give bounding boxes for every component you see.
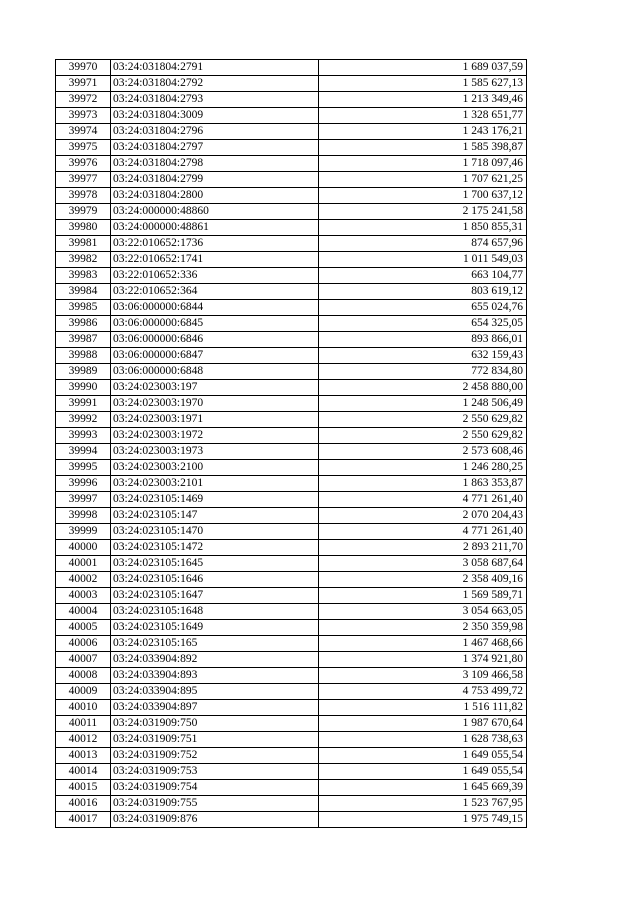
row-number-cell: 39997 [56,492,111,508]
cadastral-number-cell: 03:24:031909:754 [111,780,319,796]
row-number-cell: 40005 [56,620,111,636]
cadastral-value-cell: 2 070 204,43 [319,508,527,524]
cadastral-number-cell: 03:24:031804:2793 [111,92,319,108]
table-row [56,476,527,492]
cadastral-value-cell: 1 975 749,15 [319,812,527,828]
cadastral-number-cell: 03:24:023105:165 [111,636,319,652]
row-number-cell: 40001 [56,556,111,572]
row-number-cell: 39973 [56,108,111,124]
table-row [56,76,527,92]
table-row [56,684,527,700]
cadastral-number-cell: 03:24:031804:2799 [111,172,319,188]
cadastral-value-cell: 1 689 037,59 [319,60,527,76]
row-number-cell: 39981 [56,236,111,252]
cadastral-value-cell: 3 054 663,05 [319,604,527,620]
cadastral-number-cell: 03:24:031909:751 [111,732,319,748]
cadastral-value-cell: 3 109 466,58 [319,668,527,684]
cadastral-number-cell: 03:06:000000:6845 [111,316,319,332]
table-row [56,172,527,188]
table-row [56,220,527,236]
table-row [56,700,527,716]
cadastral-number-cell: 03:24:000000:48861 [111,220,319,236]
cadastral-number-cell: 03:24:031804:2800 [111,188,319,204]
cadastral-value-cell: 2 350 359,98 [319,620,527,636]
row-number-cell: 39999 [56,524,111,540]
row-number-cell: 40006 [56,636,111,652]
cadastral-number-cell: 03:24:031909:755 [111,796,319,812]
cadastral-value-cell: 1 987 670,64 [319,716,527,732]
table-row [56,524,527,540]
table-row [56,348,527,364]
table-row [56,492,527,508]
row-number-cell: 39983 [56,268,111,284]
row-number-cell: 39978 [56,188,111,204]
cadastral-number-cell: 03:24:023003:197 [111,380,319,396]
table-row [56,252,527,268]
cadastral-number-cell: 03:24:000000:48860 [111,204,319,220]
row-number-cell: 39971 [56,76,111,92]
table-row [56,572,527,588]
cadastral-number-cell: 03:24:023105:1646 [111,572,319,588]
cadastral-number-cell: 03:06:000000:6844 [111,300,319,316]
cadastral-number-cell: 03:06:000000:6847 [111,348,319,364]
row-number-cell: 39972 [56,92,111,108]
cadastral-number-cell: 03:24:023003:1971 [111,412,319,428]
cadastral-value-cell: 4 753 499,72 [319,684,527,700]
row-number-cell: 40010 [56,700,111,716]
cadastral-number-cell: 03:24:023003:1970 [111,396,319,412]
cadastral-value-cell: 1 649 055,54 [319,764,527,780]
row-number-cell: 39996 [56,476,111,492]
cadastral-value-cell: 655 024,76 [319,300,527,316]
cadastral-number-cell: 03:24:031909:753 [111,764,319,780]
table-row [56,380,527,396]
row-number-cell: 39991 [56,396,111,412]
cadastral-number-cell: 03:24:033904:893 [111,668,319,684]
cadastral-number-cell: 03:24:023105:1469 [111,492,319,508]
cadastral-number-cell: 03:24:031804:2792 [111,76,319,92]
row-number-cell: 39993 [56,428,111,444]
table-row [56,748,527,764]
cadastral-number-cell: 03:24:023003:2100 [111,460,319,476]
row-number-cell: 39976 [56,156,111,172]
table-row [56,140,527,156]
table-row [56,652,527,668]
cadastral-value-cell: 1 523 767,95 [319,796,527,812]
cadastral-value-table [55,59,527,828]
cadastral-value-cell: 1 863 353,87 [319,476,527,492]
row-number-cell: 40008 [56,668,111,684]
table-row [56,108,527,124]
cadastral-value-cell: 1 585 627,13 [319,76,527,92]
row-number-cell: 40013 [56,748,111,764]
row-number-cell: 40017 [56,812,111,828]
row-number-cell: 40003 [56,588,111,604]
row-number-cell: 39970 [56,60,111,76]
cadastral-number-cell: 03:22:010652:1741 [111,252,319,268]
table-row [56,284,527,300]
table-row [56,540,527,556]
table-row [56,156,527,172]
row-number-cell: 39995 [56,460,111,476]
cadastral-value-cell: 1 707 621,25 [319,172,527,188]
cadastral-value-cell: 1 011 549,03 [319,252,527,268]
row-number-cell: 40011 [56,716,111,732]
table-row [56,124,527,140]
cadastral-value-cell: 2 550 629,82 [319,428,527,444]
row-number-cell: 39998 [56,508,111,524]
cadastral-value-cell: 4 771 261,40 [319,492,527,508]
table-row [56,396,527,412]
table-row [56,60,527,76]
cadastral-value-cell: 1 700 637,12 [319,188,527,204]
cadastral-number-cell: 03:24:033904:892 [111,652,319,668]
row-number-cell: 40015 [56,780,111,796]
cadastral-number-cell: 03:24:031804:2797 [111,140,319,156]
table-row [56,812,527,828]
cadastral-number-cell: 03:06:000000:6846 [111,332,319,348]
row-number-cell: 40000 [56,540,111,556]
row-number-cell: 39980 [56,220,111,236]
row-number-cell: 39992 [56,412,111,428]
row-number-cell: 40012 [56,732,111,748]
cadastral-number-cell: 03:24:031804:2796 [111,124,319,140]
cadastral-number-cell: 03:24:023105:1647 [111,588,319,604]
cadastral-value-cell: 3 058 687,64 [319,556,527,572]
cadastral-number-cell: 03:22:010652:336 [111,268,319,284]
cadastral-value-cell: 1 328 651,77 [319,108,527,124]
row-number-cell: 39977 [56,172,111,188]
table-row [56,780,527,796]
table-row [56,636,527,652]
cadastral-value-cell: 2 550 629,82 [319,412,527,428]
cadastral-value-cell: 2 893 211,70 [319,540,527,556]
table-row [56,556,527,572]
cadastral-number-cell: 03:24:031909:876 [111,812,319,828]
cadastral-number-cell: 03:24:031804:2798 [111,156,319,172]
row-number-cell: 39984 [56,284,111,300]
row-number-cell: 40004 [56,604,111,620]
cadastral-value-cell: 2 175 241,58 [319,204,527,220]
cadastral-value-cell: 632 159,43 [319,348,527,364]
cadastral-number-cell: 03:22:010652:364 [111,284,319,300]
table-row [56,428,527,444]
cadastral-number-cell: 03:24:031804:3009 [111,108,319,124]
table-row [56,620,527,636]
row-number-cell: 39982 [56,252,111,268]
cadastral-number-cell: 03:24:023105:1472 [111,540,319,556]
row-number-cell: 39986 [56,316,111,332]
cadastral-value-cell: 1 243 176,21 [319,124,527,140]
cadastral-value-cell: 772 834,80 [319,364,527,380]
table-row [56,236,527,252]
row-number-cell: 39990 [56,380,111,396]
table-row [56,300,527,316]
row-number-cell: 40002 [56,572,111,588]
row-number-cell: 40007 [56,652,111,668]
table-row [56,796,527,812]
row-number-cell: 40016 [56,796,111,812]
cadastral-value-cell: 1 718 097,46 [319,156,527,172]
row-number-cell: 39988 [56,348,111,364]
cadastral-number-cell: 03:24:031909:750 [111,716,319,732]
cadastral-number-cell: 03:24:023105:1645 [111,556,319,572]
table-body [56,60,527,828]
cadastral-value-cell: 1 850 855,31 [319,220,527,236]
row-number-cell: 39975 [56,140,111,156]
cadastral-value-cell: 654 325,05 [319,316,527,332]
cadastral-value-cell: 1 248 506,49 [319,396,527,412]
row-number-cell: 40009 [56,684,111,700]
cadastral-value-cell: 4 771 261,40 [319,524,527,540]
cadastral-number-cell: 03:24:033904:895 [111,684,319,700]
table-row [56,412,527,428]
table-row [56,188,527,204]
cadastral-value-cell: 1 649 055,54 [319,748,527,764]
table-row [56,588,527,604]
cadastral-value-cell: 893 866,01 [319,332,527,348]
cadastral-value-cell: 803 619,12 [319,284,527,300]
cadastral-number-cell: 03:24:023003:1972 [111,428,319,444]
cadastral-number-cell: 03:06:000000:6848 [111,364,319,380]
table-row [56,716,527,732]
row-number-cell: 39979 [56,204,111,220]
cadastral-value-cell: 1 628 738,63 [319,732,527,748]
cadastral-value-cell: 1 569 589,71 [319,588,527,604]
cadastral-number-cell: 03:24:023105:1648 [111,604,319,620]
cadastral-value-cell: 1 467 468,66 [319,636,527,652]
row-number-cell: 40014 [56,764,111,780]
row-number-cell: 39985 [56,300,111,316]
cadastral-number-cell: 03:24:023105:1649 [111,620,319,636]
row-number-cell: 39987 [56,332,111,348]
cadastral-value-cell: 2 573 608,46 [319,444,527,460]
cadastral-number-cell: 03:22:010652:1736 [111,236,319,252]
row-number-cell: 39974 [56,124,111,140]
cadastral-value-cell: 663 104,77 [319,268,527,284]
cadastral-value-cell: 1 585 398,87 [319,140,527,156]
cadastral-value-cell: 1 246 280,25 [319,460,527,476]
table-row [56,268,527,284]
cadastral-value-cell: 2 358 409,16 [319,572,527,588]
table-row [56,204,527,220]
row-number-cell: 39994 [56,444,111,460]
cadastral-value-cell: 1 213 349,46 [319,92,527,108]
cadastral-number-cell: 03:24:023003:1973 [111,444,319,460]
cadastral-number-cell: 03:24:023105:1470 [111,524,319,540]
cadastral-value-cell: 1 645 669,39 [319,780,527,796]
table-row [56,764,527,780]
table-row [56,732,527,748]
table-row [56,364,527,380]
cadastral-value-cell: 1 374 921,80 [319,652,527,668]
cadastral-number-cell: 03:24:023105:147 [111,508,319,524]
cadastral-value-cell: 1 516 111,82 [319,700,527,716]
cadastral-value-cell: 874 657,96 [319,236,527,252]
row-number-cell: 39989 [56,364,111,380]
table-row [56,604,527,620]
table-row [56,668,527,684]
table-row [56,444,527,460]
cadastral-number-cell: 03:24:023003:2101 [111,476,319,492]
table-row [56,508,527,524]
table-row [56,460,527,476]
cadastral-value-cell: 2 458 880,00 [319,380,527,396]
cadastral-number-cell: 03:24:031804:2791 [111,60,319,76]
table-row [56,92,527,108]
cadastral-number-cell: 03:24:033904:897 [111,700,319,716]
cadastral-number-cell: 03:24:031909:752 [111,748,319,764]
table-row [56,316,527,332]
table-row [56,332,527,348]
